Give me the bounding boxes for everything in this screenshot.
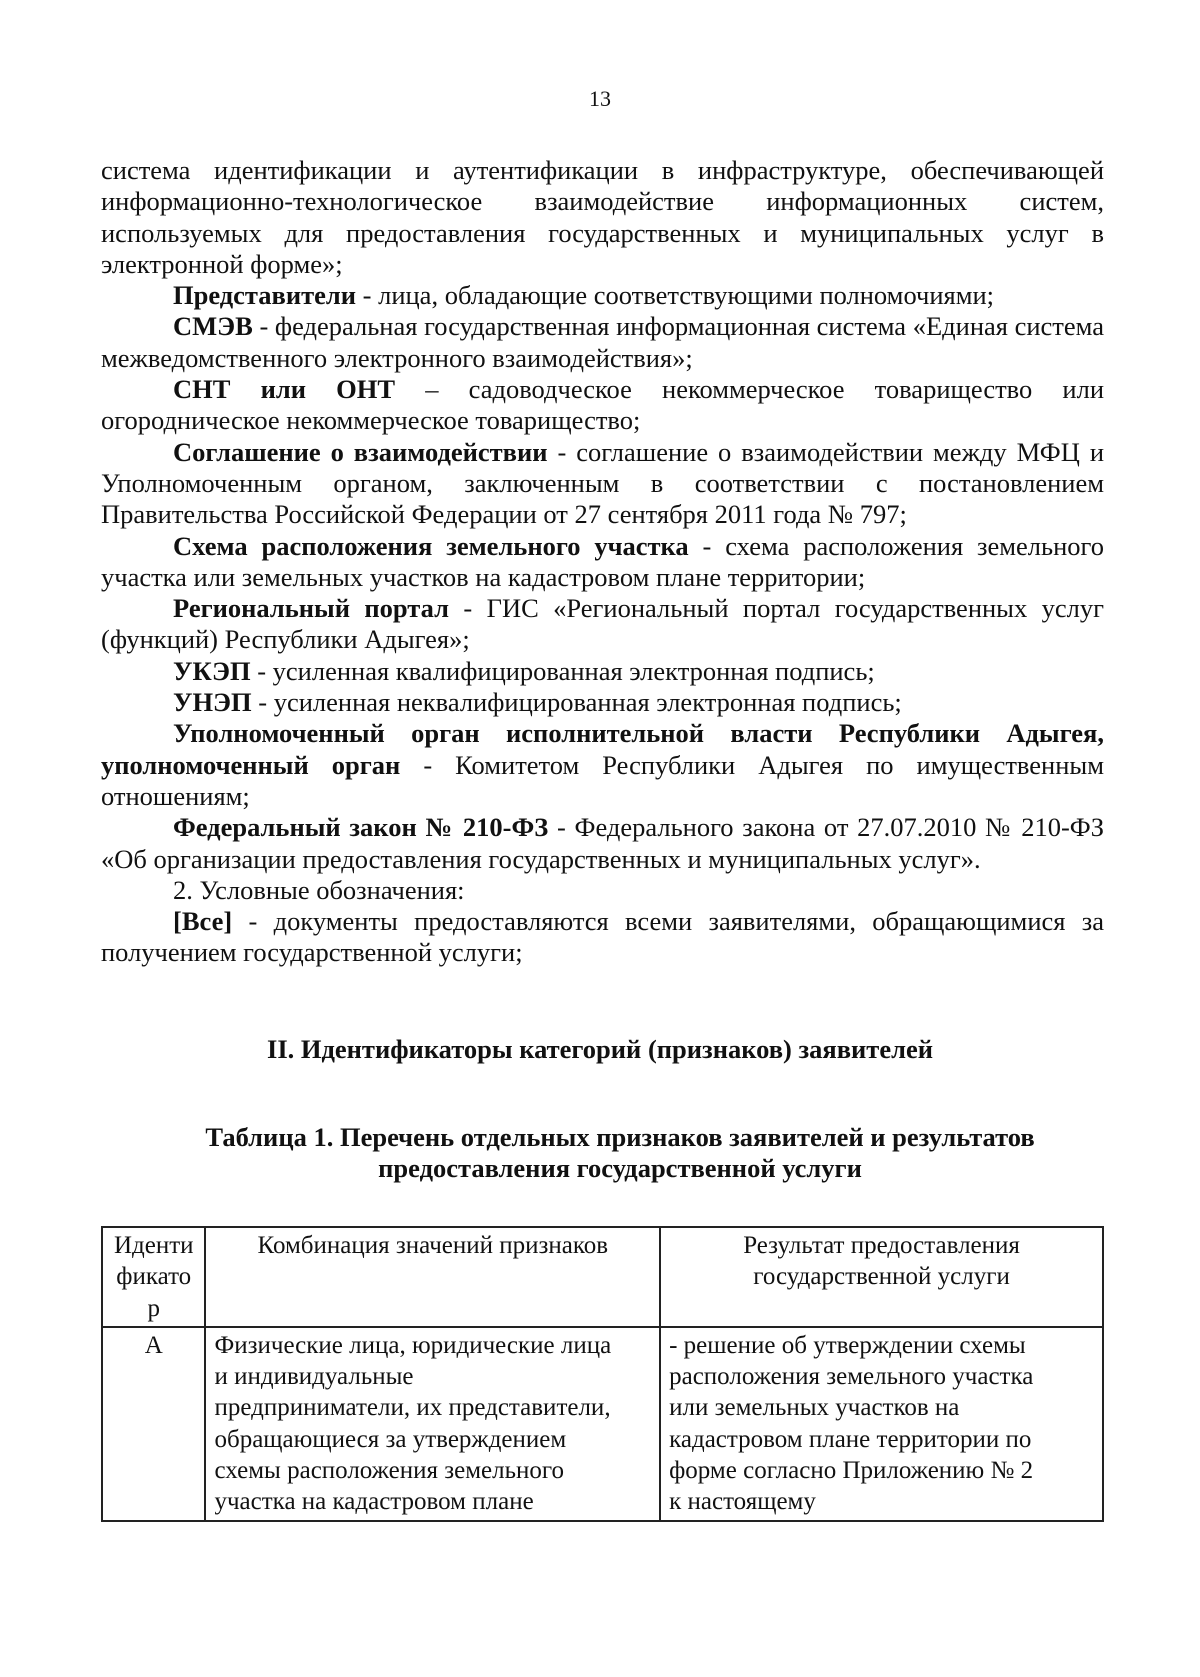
header-line: р	[147, 1294, 160, 1322]
header-combination: Комбинация значений признаков	[205, 1227, 660, 1327]
definition-term: Схема расположения земельного участка	[173, 530, 689, 561]
definition-text: - соглашение о взаимодействии между МФЦ и Уполномоченным органом, заключенным в соответствии с постановлением Правительства Российской Федерации от 27 сентября 2011 года № 797;	[101, 436, 1104, 530]
table-caption-line: предоставления государственной услуги	[378, 1153, 862, 1183]
definition-text: - усиленная квалифицированная электронная подпись;	[250, 655, 875, 686]
intro-paragraph	[101, 155, 1104, 280]
definition-unep	[101, 687, 1104, 718]
cell-line: - решение об утверждении схемы	[669, 1331, 1026, 1359]
intro-line: система идентификации и аутентификации в инфраструктуре, обеспечивающей	[101, 155, 1104, 185]
definition-representatives	[101, 280, 1104, 311]
definition-term: СНТ или ОНТ	[173, 374, 396, 405]
header-result	[660, 1227, 1103, 1327]
cell-line: участка на кадастровом плане	[214, 1488, 534, 1516]
definition-land-scheme	[101, 531, 1104, 594]
row-identifier: А	[102, 1327, 205, 1521]
definition-text: - Федерального закона от 27.07.2010 № 210-ФЗ «Об организации предоставления государственных и муниципальных услуг».	[101, 812, 1104, 874]
applicant-categories-table	[101, 1226, 1104, 1522]
definition-smev	[101, 311, 1104, 374]
table-header-row	[102, 1227, 1103, 1327]
definition-term: УНЭП	[173, 687, 252, 718]
intro-line: информационно-технологическое взаимодействие информационных систем,	[101, 186, 1104, 217]
definition-term: Соглашение о взаимодействии	[173, 436, 548, 467]
table-caption-line: Таблица 1. Перечень отдельных признаков заявителей и результатов	[205, 1122, 1035, 1152]
cell-line: или земельных участков на	[669, 1394, 960, 1422]
header-line: Иденти	[113, 1232, 194, 1259]
cell-line: к настоящему	[669, 1488, 816, 1516]
document-body	[101, 155, 1104, 969]
table-caption	[160, 1122, 1080, 1184]
cell-line: кадастровом плане территории по	[669, 1425, 1032, 1453]
definition-text: - усиленная неквалифицированная электронная подпись;	[251, 687, 902, 718]
definition-term: Уполномоченный орган исполнительной власти Республики Адыгея, уполномоченный орган	[101, 718, 1104, 780]
definition-text: – садоводческое некоммерческое товарищество или огородническое некоммерческое товарищество;	[101, 374, 1104, 436]
page-number: 13	[589, 86, 611, 111]
cell-line: схемы расположения земельного	[214, 1457, 565, 1485]
header-line: Результат предоставления	[743, 1232, 1020, 1259]
section-title: II. Идентификаторы категорий (признаков) заявителей	[267, 1034, 933, 1064]
definition-term: Региональный портал	[173, 593, 450, 624]
header-identifier	[102, 1227, 205, 1327]
row-combination	[205, 1327, 660, 1521]
convention-text: - документы предоставляются всеми заявителями, обращающимися за получением государственной услуги;	[101, 906, 1104, 968]
definition-text: - федеральная государственная информационная система «Единая система межведомственного электронного взаимодействия»;	[101, 311, 1104, 373]
definition-regional-portal	[101, 593, 1104, 656]
cell-line: Физические лица, юридические лица	[214, 1331, 612, 1359]
definition-snt	[101, 374, 1104, 437]
definition-term: Федеральный закон № 210-ФЗ	[173, 812, 549, 843]
header-line: фикато	[116, 1263, 192, 1291]
definition-text: - лица, обладающие соответствующими полномочиями;	[356, 280, 995, 311]
definition-text: - Комитетом Республики Адыгея по имущественным отношениям;	[101, 749, 1104, 811]
cell-line: расположения земельного участка	[669, 1363, 1034, 1391]
definition-text: - ГИС «Региональный портал государственных услуг (функций) Республики Адыгея»;	[101, 593, 1104, 655]
definition-text: - схема расположения земельного участка или земельных участков на кадастровом плане территории;	[101, 530, 1104, 592]
convention-all	[101, 906, 1104, 969]
definition-agreement	[101, 437, 1104, 531]
definition-federal-law	[101, 812, 1104, 875]
definition-authorized-body	[101, 718, 1104, 812]
definition-term: Представители	[173, 280, 357, 311]
cell-line: предприниматели, их представители,	[214, 1394, 611, 1422]
intro-line: электронной форме»;	[101, 248, 343, 279]
table-row	[102, 1327, 1103, 1521]
header-line: государственной услуги	[753, 1263, 1010, 1291]
row-result	[660, 1327, 1103, 1521]
definition-term: УКЭП	[173, 655, 251, 686]
intro-line: используемых для предоставления государственных и муниципальных услуг в	[101, 217, 1104, 248]
definition-ukep	[101, 656, 1104, 687]
conventions-heading: 2. Условные обозначения:	[173, 874, 465, 905]
cell-line: обращающиеся за утверждением	[214, 1425, 567, 1453]
definition-term: СМЭВ	[173, 311, 253, 342]
cell-line: и индивидуальные	[214, 1363, 414, 1391]
cell-line: форме согласно Приложению № 2	[669, 1457, 1034, 1485]
convention-term: [Все]	[173, 906, 233, 937]
